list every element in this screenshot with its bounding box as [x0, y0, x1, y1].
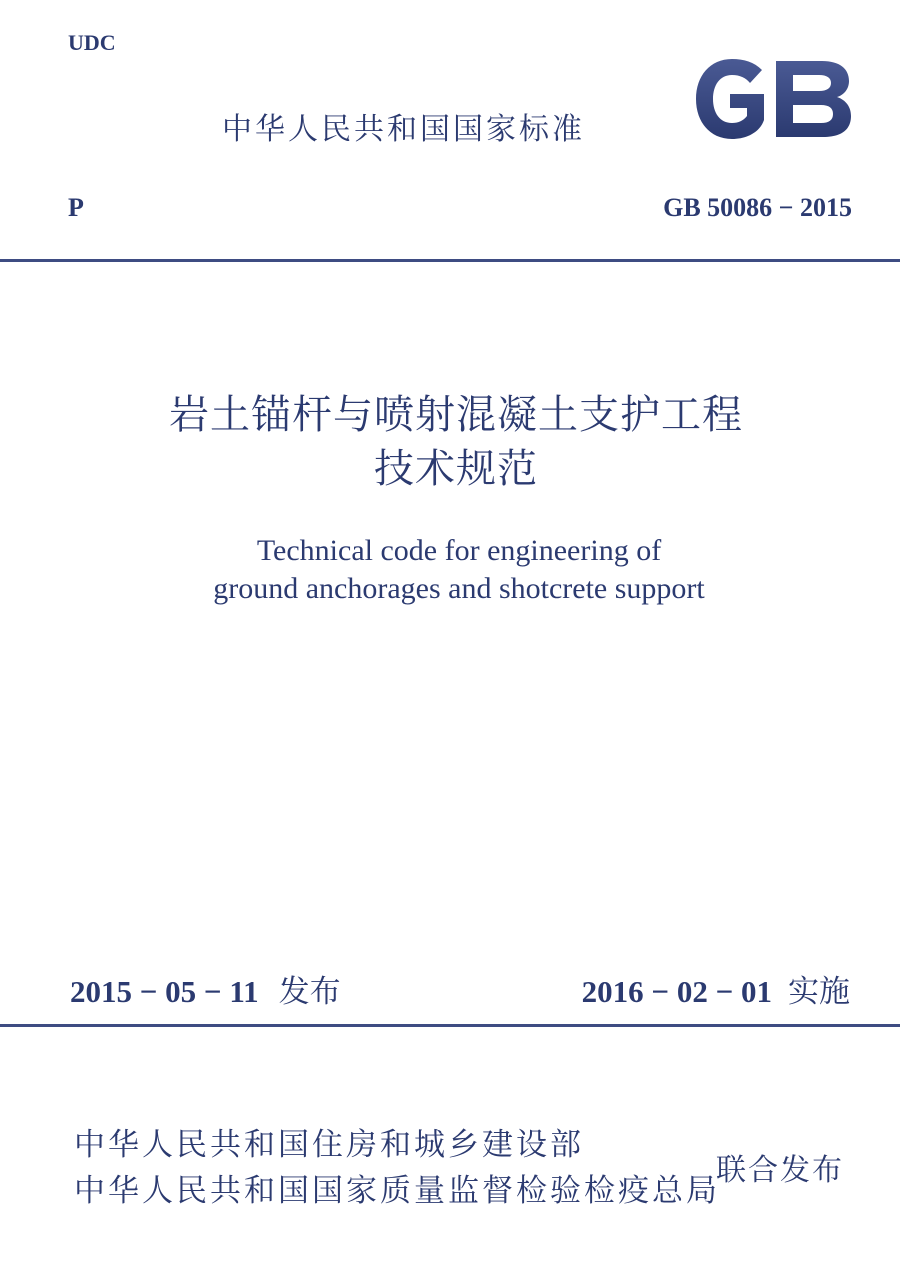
chinese-title-line-1: 岩土锚杆与喷射混凝土支护工程: [169, 392, 743, 438]
implement-date-block: [582, 966, 850, 1011]
udc-label: UDC: [68, 30, 116, 55]
issue-date: 2015 − 05 − 11: [70, 974, 259, 1009]
english-title-line-2: ground anchorages and shotcrete support: [213, 572, 705, 605]
issuer-line-2: 中华人民共和国国家质量监督检验检疫总局: [74, 1173, 720, 1209]
english-title: [0, 532, 900, 608]
issuer-line-1: 中华人民共和国住房和城乡建设部: [74, 1127, 584, 1163]
classification-code: P: [68, 193, 84, 222]
standard-number: GB 50086 − 2015: [663, 193, 852, 222]
implement-date: 2016 − 02 − 01: [581, 974, 772, 1009]
issue-label: 发布: [278, 974, 341, 1010]
chinese-title: [0, 388, 900, 496]
implement-label: 实施: [788, 974, 850, 1010]
issuing-authorities: [74, 1122, 720, 1214]
gb-logo: [692, 56, 854, 142]
standard-type: 中华人民共和国国家标准: [222, 112, 585, 147]
issue-date-block: [70, 966, 341, 1011]
top-divider: [0, 259, 900, 262]
bottom-divider: [0, 1024, 900, 1027]
joint-release-label: 联合发布: [716, 1153, 844, 1188]
english-title-line-1: Technical code for engineering of: [256, 534, 662, 567]
chinese-title-line-2: 技术规范: [374, 446, 538, 492]
